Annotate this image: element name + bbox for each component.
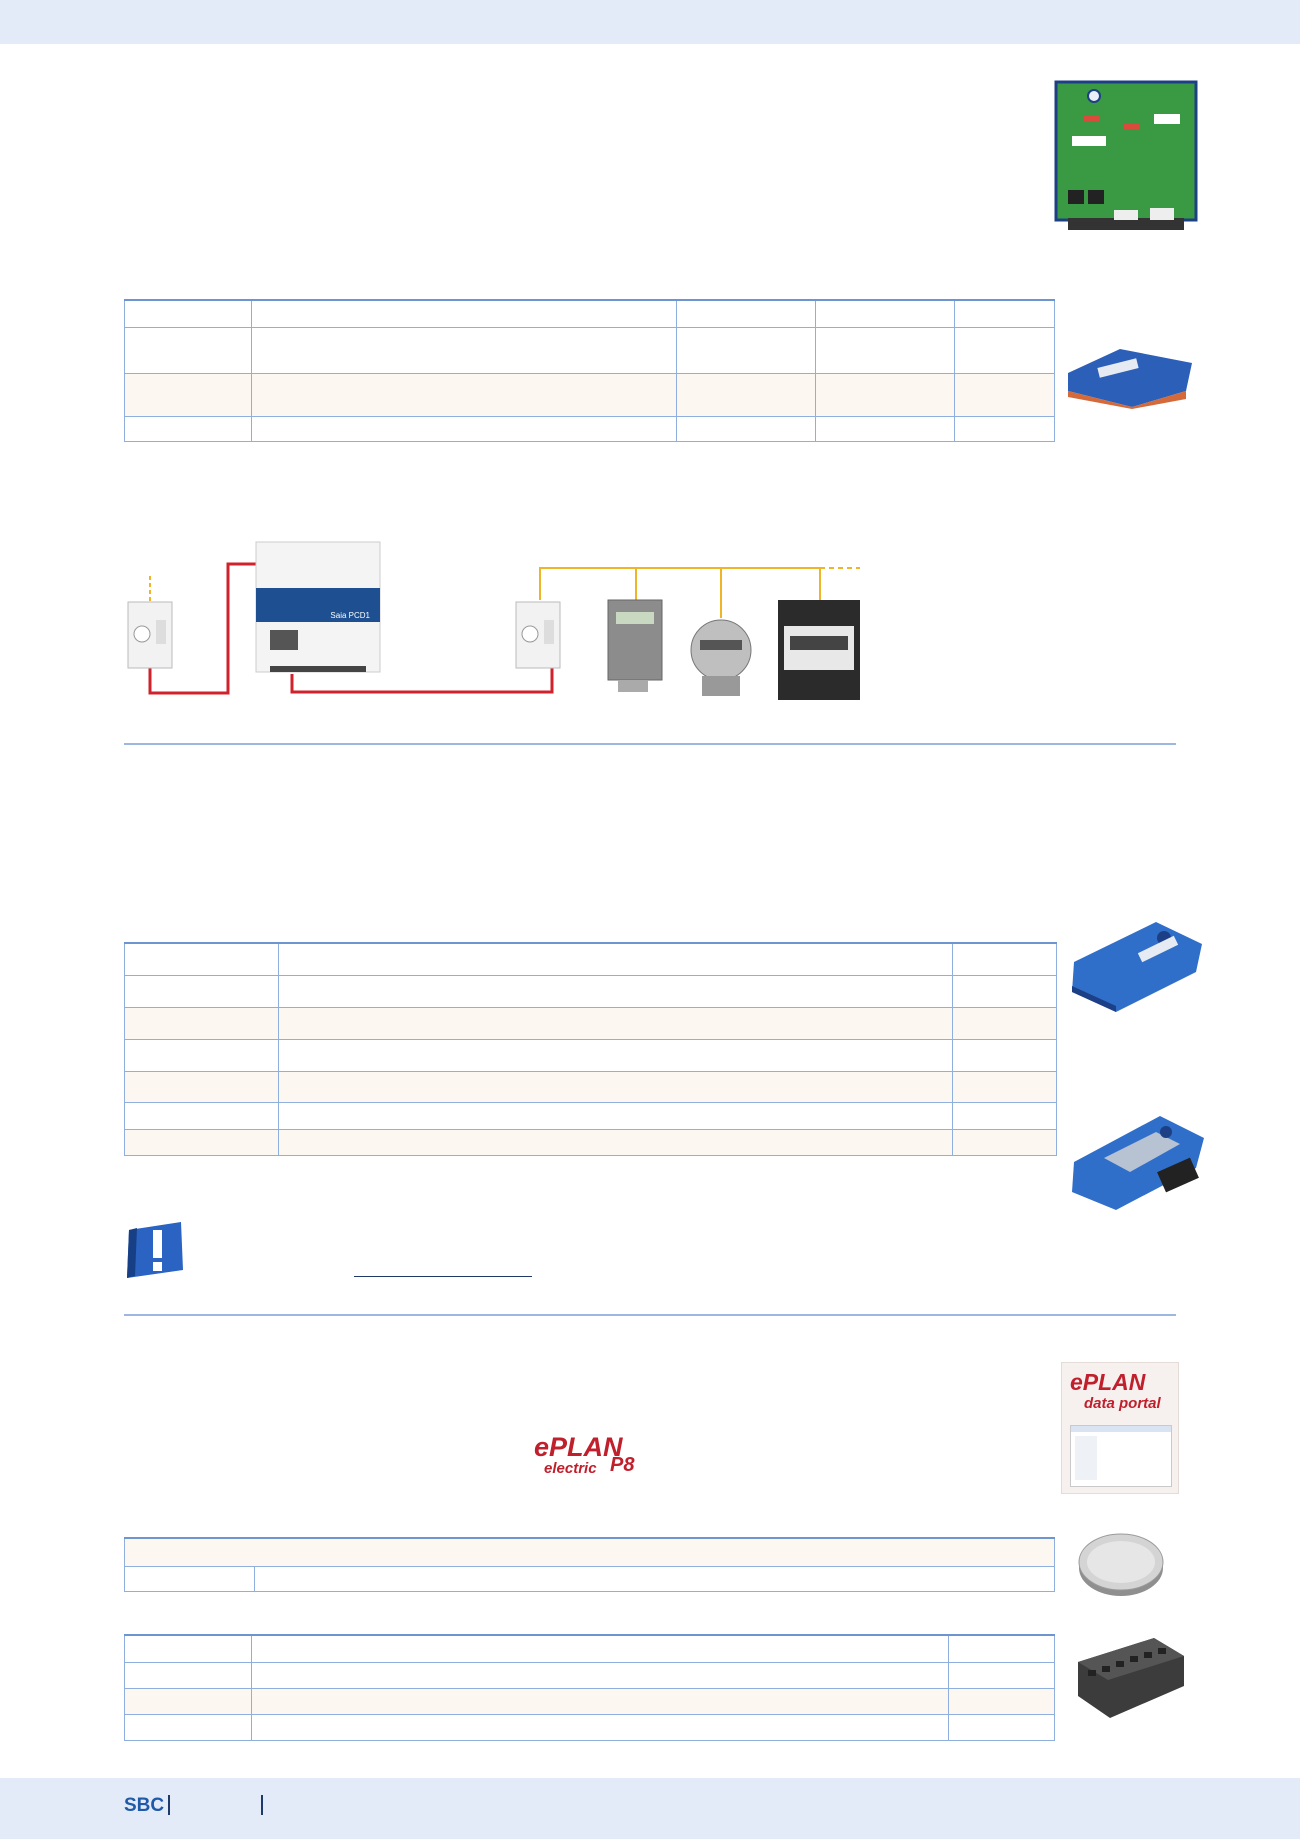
footer-band (0, 1778, 1300, 1839)
info-exclamation-icon (123, 1222, 185, 1278)
table-row (125, 1039, 1057, 1071)
terminal-connector-image (1074, 1634, 1186, 1724)
eplan-data-portal-badge (1061, 1362, 1179, 1494)
section-divider (124, 743, 1176, 745)
table-row (125, 1129, 1057, 1155)
section-divider (124, 1314, 1176, 1316)
table-row (125, 300, 1055, 327)
footer-separator (168, 1795, 170, 1815)
memory-module-image (1064, 914, 1204, 1014)
link-underline (354, 1276, 532, 1277)
table-row (125, 943, 1057, 975)
table-row (125, 1688, 1055, 1714)
table-3 (124, 1537, 1055, 1592)
footer-separator (261, 1795, 263, 1815)
table-row (125, 416, 1055, 441)
table-1 (124, 299, 1055, 442)
table-row (125, 373, 1055, 416)
coin-battery-image (1076, 1528, 1166, 1600)
table-row (125, 1071, 1057, 1102)
network-diagram (120, 540, 880, 710)
eplan-electric-p8-logo (532, 1432, 642, 1482)
table-row (125, 1538, 1055, 1566)
table-4 (124, 1634, 1055, 1741)
plc-label: Saia PCD1 (330, 611, 370, 620)
table-row (125, 1714, 1055, 1740)
table-row (125, 1566, 1055, 1591)
eplan-logo-title: ePLAN (534, 1432, 623, 1462)
table-row (125, 1007, 1057, 1039)
circuit-board-image (1054, 80, 1198, 232)
table-2 (124, 942, 1057, 1156)
eplan-badge-title: ePLAN (1070, 1369, 1146, 1395)
eplan-badge-subtitle: data portal (1084, 1395, 1161, 1412)
table-row (125, 975, 1057, 1007)
table-row (125, 1635, 1055, 1662)
footer-brand-logo: SBC (124, 1795, 165, 1816)
screenshot-thumbnail (1070, 1425, 1172, 1487)
blue-module-image (1062, 345, 1196, 409)
eplan-logo-subtitle: electric (544, 1460, 597, 1477)
table-row (125, 1102, 1057, 1129)
table-row (125, 327, 1055, 373)
sd-card-module-image (1064, 1106, 1208, 1212)
table-row (125, 1662, 1055, 1688)
header-band (0, 0, 1300, 44)
eplan-logo-version: P8 (610, 1454, 635, 1476)
